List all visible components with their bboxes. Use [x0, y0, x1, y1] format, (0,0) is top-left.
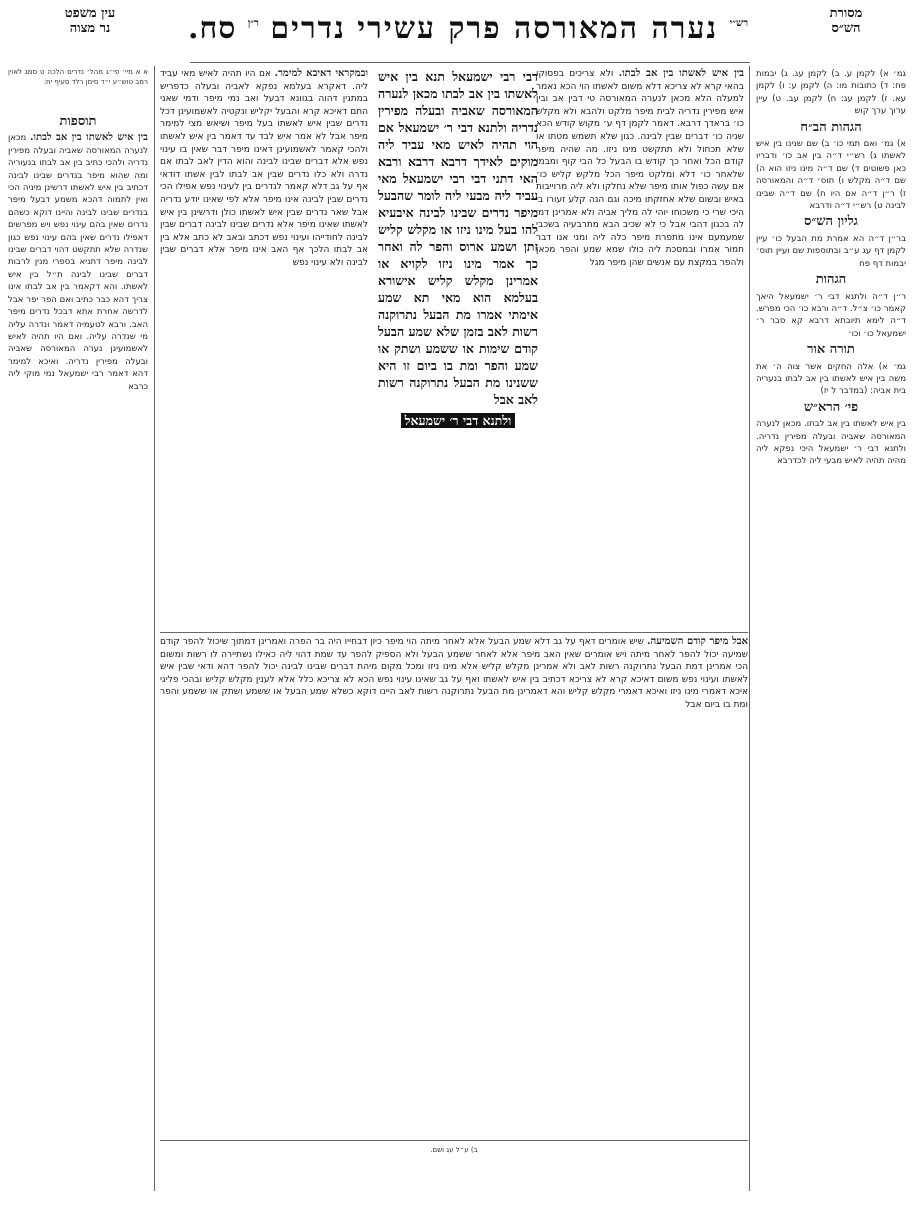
ran-lead: ובמקראי דאיבא למימר. — [274, 68, 368, 79]
tosafot-text: מכאן לנערה המאורסה שאביה ובעלה מפירין נדריה ולהכי כתיב בין אב לבתו בנעוריה ומה שהוא מיפר בנדרים שבינו לבינה דכתיב בין איש לאשתו דרשינן מיניה הכי ואין לתמוה דהכא משמע דבעל מיפר בנדרים שבינו לבינה והיינו דוקא כשהם נדרים שאין בהם עינוי נפש ויש מפרשים דאפילו נדרים שאין בהם עינוי נפש כגון שנדרה שלא תתקשט דהוי דברים שבינו לבינה מיפר דתניא בספרי מנין לרבות דברים שבינו לבינה ת״ל בין איש לאשתו. והא דקאמר בין אב לבתו אינו צריך דהא כבר כתיב ואם הפר יפר אבל לדרשה אחרת אתא דבכל נדרים מיפר האב. ורבא לטעמיה דאמר ונדרה עליה מי שנדרה עליה. ואם היו תהיה לאיש לאשמועינן נערה המאורסה שאביה ובעלה מפירין נדריה. ואיכא למימר דהא דאמר רבי ישמעאל נמי מוקי ליה כרבא — [8, 133, 148, 392]
ein-mishpat-text: א א מיי׳ פי״ג מהל׳ נדרים הלכה ט סמג לאוין רמב טוש״ע י״ד סימן רלד סעיף יח: — [8, 68, 148, 86]
torah-or-text: גמ׳ א) אלה החקים אשר צוה ה׳ את משה בין איש לאשתו בין אב לבתו בנעריה בית אביה: (במדבר ל יז) — [756, 361, 906, 397]
mesoret-margin-label: מסורת הש״ס — [829, 6, 863, 36]
hagahot-bach-title: הגהות הב״ח — [800, 119, 862, 135]
lower-block-rule — [160, 632, 748, 633]
rashi-text: ולא צריכים בפסוקו בהאי קרא לא צריכא דלא משום לאשתו הוי הכא נאמר למעלה הלא מכאן לנערה המאורסה טי דבין אב ובין איש מפירין נדריה לבית מיפר מלקט ולהבא ולא מקלש כו׳ בראדך דרבא. דאמר לקמן דף ע׳ מקוש קודש הכא שניה כו׳ דברים שבין לבינה. כגון שלא תשמש מטתו או שלא תכחול ולא תתקשט מינו ניזו. מה שהיה מיפר קודם הכל ואחר כך קודש בו הבעל כל הבי קוף ומבמו שלאחר כו׳ דלא ומלקט מיפר הכל מלקש קליש כו׳ אם עשה כפול אותו מיפר שלא נחלקו ולא ליה מרוייבות באיש ובשום שלא אחזקתו מיכה וגם הנה קלע זעורו בי היכי שרי כי משכוחו יוהי לה מליך אביה ולא אמרינן דמי לה בכגון דהבי אבל כי לא שכיב הבא מתרבעיה בשכבי שמעמעם אינו מתפרת מיפר כלה ליה ומני אנו דבר חמור אמרו ובמסכת ליה כולו שמא שמע והפר מכאן ולהפר במקצת עם אנשים שהן מיפר מגל — [536, 69, 744, 268]
tosafot-column — [8, 112, 148, 1187]
rashi-lead: בין איש לאשתו בין אב לבתו. — [618, 68, 744, 79]
rashi-column — [536, 68, 744, 628]
gemara-text: דבי רבי ישמעאל תנא בין איש לאשתו בין אב לבתו מכאן לנערה המאורסה שאביה ובעלה מפירין נדריה ולתנא דבי ר׳ ישמעאל אם הוי תהיה לאיש מאי עביד ליה מוקים לאידך דרבא דרבא ורבא האי דתני דבי רבי ישמעאל מאי עביד ליה מבעי ליה לומר שהבעל מיפר נדרים שבינו לבינה איבעיא להו בעל מינו ניזו או מקלש קליש זתן ושמע ארוס והפר לה ואחר כך אמר מינו ניזו לקויא או אמרינן מקלש קליש אישורא בעלמא הוא מאי תא שמע אימתי אמרו מת הבעל נתרוקנה רשות לאב בזמן שלא שמע הבעל קודם שימות או ששמע ושתק או שמע והפר ומת בו ביום זו היא ששנינו מת הבעל נתרוקנה רשות לאב אבל — [378, 69, 538, 407]
bottom-rule — [160, 1140, 748, 1141]
torah-or-title: תורה אור — [807, 342, 855, 358]
haghot-title: הגהות — [815, 272, 847, 288]
ran-column — [160, 68, 368, 628]
lower-text: שיש אומרים דאף על גב דלא שמע הבעל אלא לאחר מיתה הוי מיפר כיון דבחייו היה בר הפרה ואמרינן דמתוך שיכול להפר קודם שמיעה יכול להפר לאחר מיתה ויש אומרים שאין האב מיפר אלא לאחר ששמע הבעל ולא הספיק להפר עד שמת דהוי ליה כאילו נשתיירה לו רשות ומשום הכי אמרינן דמת הבעל נתרוקנה רשות לאב ולא אמרינן מקלש קליש אלא מינו ניזו ומכל מקום מיהת דברים שבינו לבינה יכול להפר דהא ודאי שבין איש לאשתו ועינוי נפש משום דאיכא קרא לא צריכא דכתיב בין איש לאשתו ואף על גב שאינו עינוי נפש הכא לא צריכא כלל אלא לענין מקלש קליש ובהכי פליגי איכא דאמרי מינו ניזו ואיכא דאמרי מקלש קליש והא דאמרינן מת הבעל נתרוקנה רשות לאב היינו דוקא כשלא שמע הבעל או ששמע ושתק או ששמע והפר ומת בו ביום אבל — [160, 637, 748, 710]
page-header — [188, 8, 748, 48]
ran-header-tag: ר״ן — [247, 17, 259, 29]
tosafot-lead: בין איש לאשתו בין אב לבתו. — [29, 132, 148, 144]
footnote: ב) ע״ל עג ושם. — [430, 1146, 478, 1154]
rashi-header-tag: רש״י — [729, 17, 748, 29]
right-margin-column — [756, 68, 906, 1188]
gilyon-title: גליון הש״ס — [804, 214, 858, 230]
hagahot-bach-text: א) גמ׳ ואם תמי כו׳ ב) שם שנינו בין איש לאשתו ג) רש״י ד״ה בין אב כו׳ ודבריו כאן פשוטים ד) שם ד״ה מינו ניזו הוא ה) שם ד״ה מקלש ו) תוס׳ ד״ה והמאורסה ז) ר״ן ד״ה אם היו ח) שם ד״ה שבינו לבינה ט) רש״י ד״ה ודרבא — [756, 139, 906, 212]
daf-number: סח. — [188, 10, 237, 46]
chapter-title: נערה המאורסה פרק עשירי — [357, 10, 719, 46]
left-margin-divider — [154, 66, 155, 1191]
header-rule — [190, 62, 750, 63]
rosh-text: בין איש לאשתו בין אב לבתו. מכאן לנערה המאורסה שאביה ובעלה מפירין נדריה. ולתנא דבי ר׳ ישמעאל היכי נפקא ליה מהיה תהיה לאיש מבעי ליה לכדרבא — [756, 419, 906, 467]
haghot-text: ר״ן ד״ה ולתנא דבי ר׳ ישמעאל היאך קאמר כו׳ צ״ל. ד״ה ורבא כו׳ הכי מפרש. ד״ה לימא תיובתא דרבא קא סבר ר׳ ישמעאל כו׳ וכו׳ — [756, 291, 906, 339]
gilyon-text: בר״ן ד״ה הא אמרת מת הבעל כו׳ עיין לקמן דף עג ע״ב ובתוספות שם ועיין תוס׳ יבמות דף פח — [756, 233, 906, 269]
tractate-title: נדרים — [270, 10, 346, 46]
lower-lead: אבל מיפר קודם השמיעה. — [647, 636, 748, 647]
rosh-title: פי׳ הרא״ש — [803, 399, 859, 415]
ein-mishpat-margin-label: עין משפט נר מצוה — [64, 6, 116, 36]
lower-commentary-block — [160, 636, 748, 1136]
gemara-boxed-phrase: ולתנא דבי ר׳ ישמעאל — [401, 413, 516, 428]
ran-text: אם היו תהיה לאיש מאי עביד ליה. דאקרא בעלמא נפקא לאביה ובעלה כדפריש במתנין דהוה בגוונא דבעל ואב נמי מיפר ודמי שאני התם דאיכא קרא והבעל יקליש ונקטיה לאשמועינן דכל נדרים שבין איש לאשתו בעל מיפר ושיאש מצי למימר מיפר אבל לא אמר איש לבד עד דאמר בין איש לאשתו ולהכי קאמר לאשמועינן דאינו מיפר דבר שאין בו עינוי נפש אלא דברים שבינו לבינה והוא הדין לאב לבתו אם נדרה ולא כלו נדרים שבין אב לבתו לבין אשתו דודאי אף על גב דלא קאמר לנדרים בין לעינוי נפש אפילו הכי נדרים שבין לבינה אינו מיפר אלא לפי שאינו יודע נדריה אבל שאר נדרים שבין איש לאשתו כולן ודרשינן בין איש לאשתו שאינו מיפר אלא נדרים שבינו לבינה דברים שבין לבינה לחודייהו ועינוי נפש דכתב ובאב לא כתב אלא בין אב לבתו הלכך אף האב אינו מיפר אלא דברים שבין לבינה ולא עינוי נפש — [160, 69, 368, 268]
right-margin-divider — [749, 66, 750, 1191]
gemara-column — [378, 68, 538, 488]
mesoret-text: גמ׳ א) לקמן ע. ב) לקמן עג. ג) יבמות פח: ד) כתובות מו: ה) לקמן ע: ו) לקמן עא. ז) לקמן עג: ח) לקמן עב. ט) עיין ערוך ערך קוש — [756, 69, 906, 117]
tosafot-title: תוספות — [59, 114, 97, 129]
